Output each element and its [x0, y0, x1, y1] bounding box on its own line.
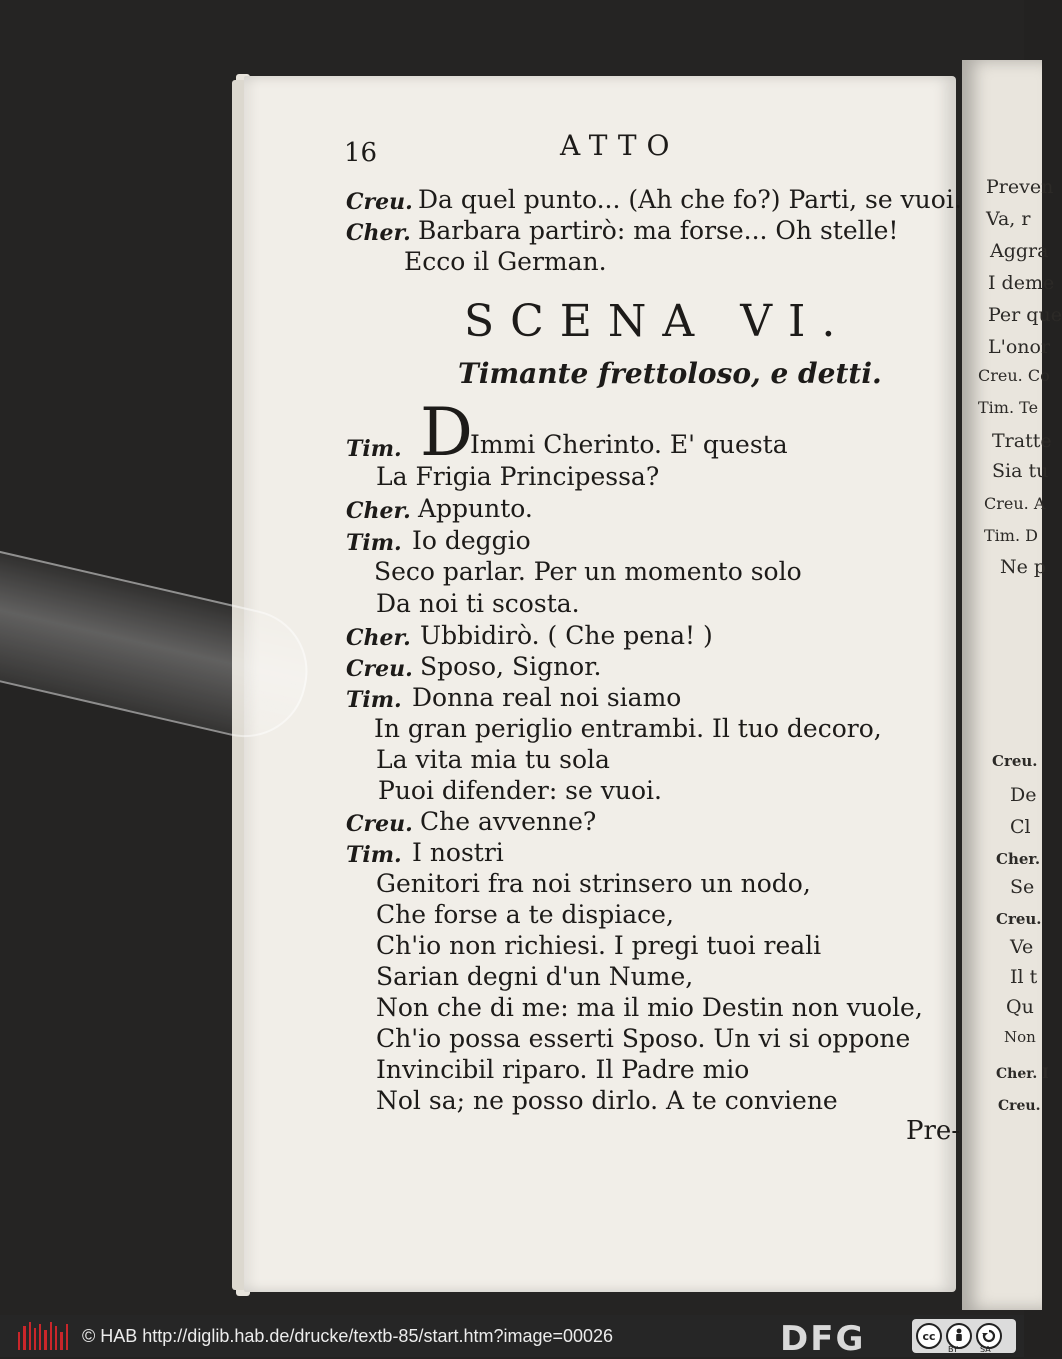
verse-line: Che avvenne? [420, 807, 597, 836]
next-page-line: Per que [988, 304, 1062, 326]
speaker-label: Tim. [346, 530, 402, 556]
verse-line: Io deggio [412, 526, 531, 555]
verse-line: Nol sa; ne posso dirlo. A te conviene [376, 1086, 838, 1115]
next-page-line: Se [1010, 876, 1035, 898]
verse-line: In gran periglio entrambi. Il tuo decoro, [374, 714, 882, 743]
speaker-label: Tim. [346, 436, 402, 462]
speaker-label: Cher. [346, 625, 411, 651]
speaker-label: Tim. [346, 687, 402, 713]
scene-title: SCENA VI. [464, 296, 852, 347]
scene-subtitle: Timante frettoloso, e detti. [458, 357, 882, 390]
next-page-line: Ve [1010, 936, 1034, 958]
next-page-line: I deme [988, 272, 1055, 294]
speaker-label: Creu. [346, 811, 413, 837]
catchword: Pre- [906, 1116, 961, 1146]
verse-line: Donna real noi siamo [412, 683, 682, 712]
verse-line: Immi Cherinto. E' questa [470, 430, 788, 459]
next-page-line: Creu. [992, 752, 1038, 770]
verse-line: Ch'io possa esserti Sposo. Un vi si oppone [376, 1024, 911, 1053]
speaker-label: Creu. [346, 656, 413, 682]
hab-logo-icon [18, 1322, 68, 1350]
verse-line: Che forse a te dispiace, [376, 900, 674, 929]
next-page-line: Creu. A [984, 494, 1046, 513]
next-page-line: Il t [1010, 966, 1038, 988]
verse-line: Da quel punto... (Ah che fo?) Parti, se vuoi. [418, 185, 962, 214]
verse-line: Genitori fra noi strinsero un nodo, [376, 869, 811, 898]
next-page-line: Cher. I [996, 1066, 1049, 1082]
verse-line: Invincibil riparo. Il Padre mio [376, 1055, 750, 1084]
verse-line: Ch'io non richiesi. I pregi tuoi reali [376, 931, 822, 960]
next-page-text [962, 60, 1062, 1310]
next-page-line: Aggra [990, 240, 1049, 262]
next-page-line: Sia tu [992, 460, 1049, 482]
next-page-line: Preven [986, 176, 1054, 198]
next-page-line: Creu. [996, 910, 1042, 928]
speaker-label: Creu. [346, 189, 413, 215]
speaker-label: Cher. [346, 498, 411, 524]
next-page-line: Non [1004, 1028, 1036, 1046]
speaker-label: Tim. [346, 842, 402, 868]
next-page-line: Creu. [998, 1098, 1041, 1114]
dfg-logo: DFG [780, 1319, 866, 1359]
verse-line: La vita mia tu sola [376, 745, 610, 774]
verse-line: Sposo, Signor. [420, 652, 602, 681]
cc-license-badge[interactable] [912, 1319, 1016, 1353]
verse-line: Puoi difender: se vuoi. [378, 776, 662, 805]
verse-line: Appunto. [418, 494, 533, 523]
next-page-line: De [1010, 784, 1037, 806]
next-page-line: Ne p [1000, 556, 1047, 578]
next-page-line: Creu. Co [978, 366, 1050, 385]
verse-line: Sarian degni d'un Nume, [376, 962, 694, 991]
next-page-line: Tim. Te [978, 398, 1039, 417]
verse-line: Seco parlar. Per un momento solo [374, 557, 802, 586]
next-page-line: Cher. [996, 850, 1041, 868]
by-label: BY [948, 1345, 958, 1354]
verse-line: Ubbidirò. ( Che pena! ) [420, 621, 713, 650]
next-page-line: Tim. D [984, 526, 1038, 545]
cc-icon: cc [916, 1323, 942, 1349]
next-page-line: Va, r [986, 208, 1031, 230]
speaker-label: Cher. [346, 220, 411, 246]
next-page-line: Cl [1010, 816, 1031, 838]
page-number: 16 [344, 138, 378, 168]
verse-line: Barbara partirò: ma forse... Oh stelle! [418, 216, 899, 245]
next-page-line: L'onor [988, 336, 1051, 358]
verse-line: Da noi ti scosta. [376, 589, 580, 618]
verse-line: La Frigia Principessa? [376, 462, 660, 491]
running-title: ATTO [560, 129, 680, 162]
verse-line: I nostri [412, 838, 504, 867]
sa-label: SA [980, 1345, 991, 1354]
verse-line: Ecco il German. [404, 247, 607, 276]
next-page-line: Tratte [992, 430, 1052, 452]
verse-line: Non che di me: ma il mio Destin non vuole, [376, 993, 923, 1022]
source-link[interactable]: © HAB http://diglib.hab.de/drucke/textb-85/start.htm?image=00026 [82, 1326, 614, 1346]
drop-capital: D [420, 394, 473, 471]
footer-bar [0, 1315, 1024, 1357]
next-page-line: Qu [1006, 996, 1034, 1018]
